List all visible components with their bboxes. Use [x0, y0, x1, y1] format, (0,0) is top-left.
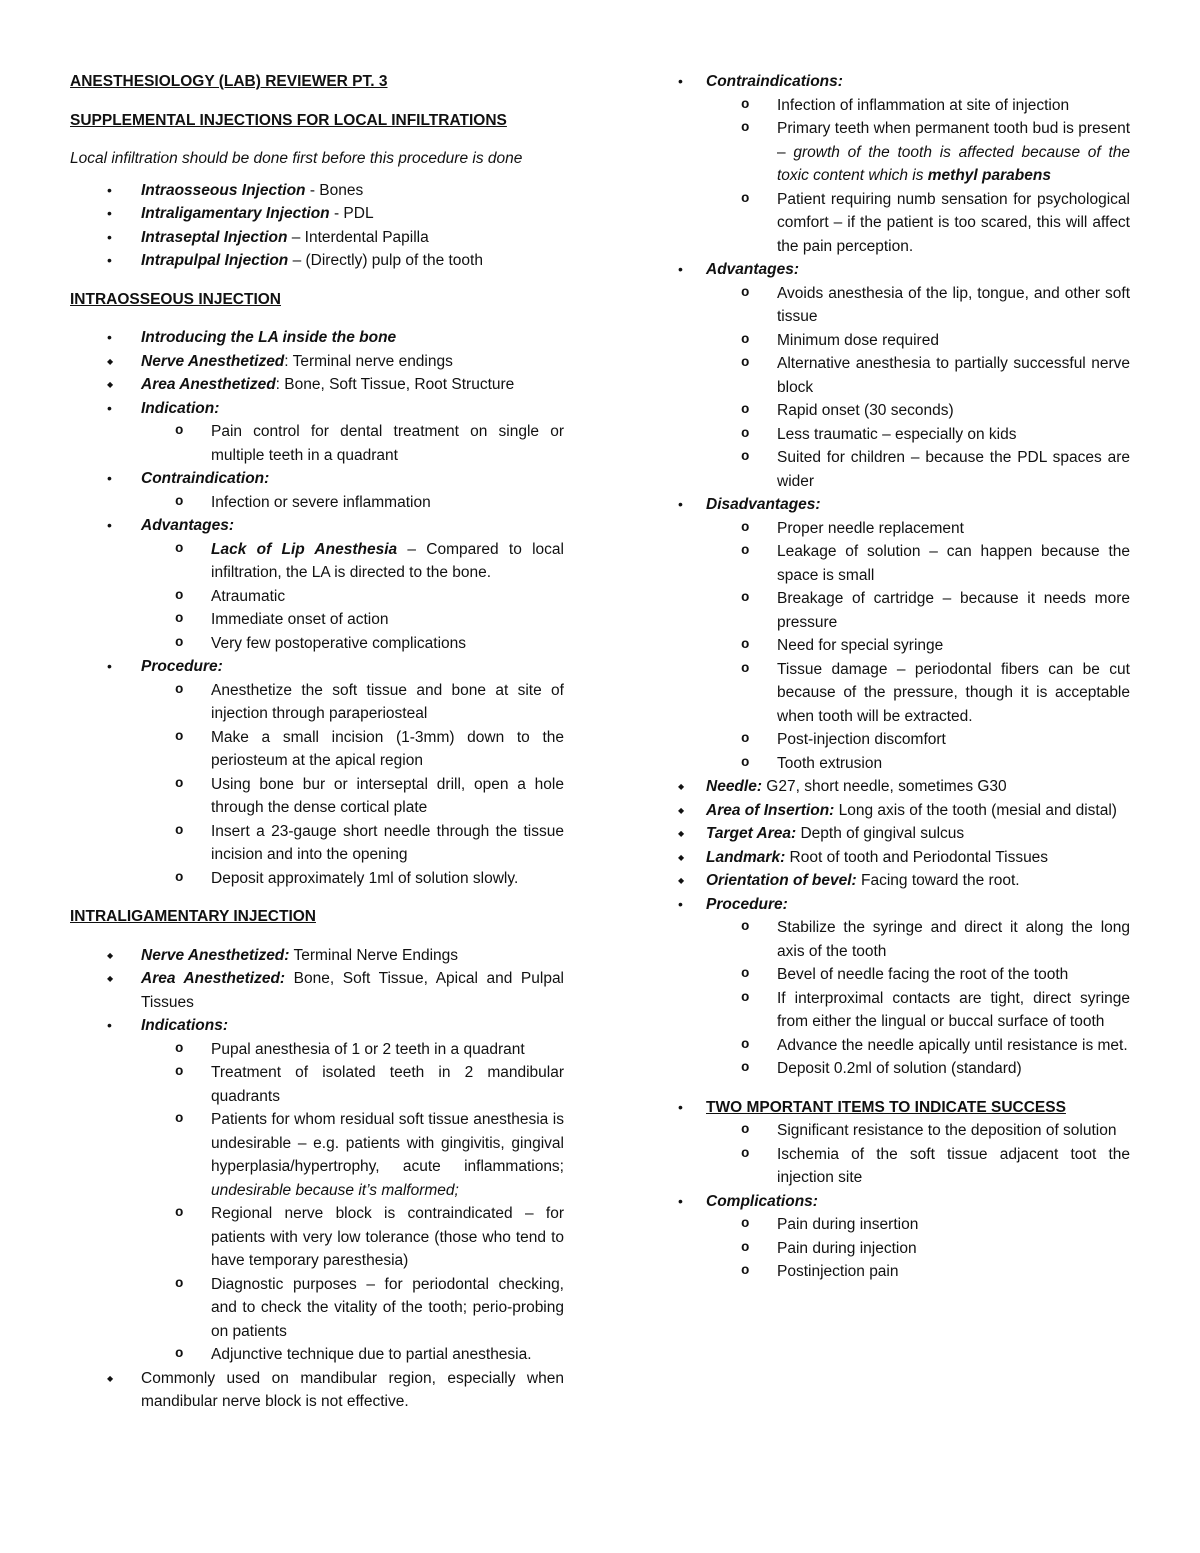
sub-list-item: o Significant resistance to the deposition of solution: [741, 1122, 1117, 1139]
sub-list-item: o Very few postoperative complications: [175, 634, 467, 652]
sub-list-item: o Lack of Lip Anesthesia – Compared to local infiltration, the LA is directed to the bone.: [175, 540, 564, 581]
list-item: • Intraosseous Injection - Bones: [70, 179, 564, 203]
list-item: ◆ Landmark: Root of tooth and Periodontal Tissues: [678, 846, 1130, 870]
list-item: • Disadvantages:: [678, 493, 1130, 517]
list-item: • Indication:: [70, 397, 564, 421]
list-item: • Introducing the LA inside the bone: [70, 326, 564, 350]
list-item: • Complications:: [678, 1190, 1130, 1214]
sub-list-item: o Pupal anesthesia of 1 or 2 teeth in a quadrant: [175, 1040, 525, 1058]
list-item: • Advantages:: [678, 258, 1130, 282]
list-item: ◆ Target Area: Depth of gingival sulcus: [678, 822, 1130, 846]
list-item: • Procedure:: [678, 893, 1130, 917]
sub-list-item: o Alternative anesthesia to partially successful nerve block: [741, 355, 1130, 396]
list-item: • Intraseptal Injection – Interdental Papilla: [70, 226, 564, 250]
right-column: [678, 70, 1130, 1284]
list-item: • Intraligamentary Injection - PDL: [70, 202, 564, 226]
sub-list-item: o Need for special syringe: [741, 637, 944, 654]
sub-list-item: o Less traumatic – especially on kids: [741, 425, 1017, 443]
list-item: • Intrapulpal Injection – (Directly) pulp of the tooth: [70, 249, 564, 273]
sub-list-item: o Pain during injection: [741, 1239, 917, 1257]
sub-list-item: o Treatment of isolated teeth in 2 mandibular quadrants: [175, 1064, 564, 1105]
list-item: • Advantages:: [70, 514, 564, 538]
sub-list-item: o Diagnostic purposes – for periodontal checking, and to check the vitality of the tooth; perio-probing on patients: [175, 1275, 564, 1340]
sub-list-item: o Ischemia of the soft tissue adjacent toot the injection site: [741, 1145, 1130, 1186]
list-item: ◆ Orientation of bevel: Facing toward the root.: [678, 869, 1130, 893]
sub-list-item: o Advance the needle apically until resistance is met.: [741, 1036, 1128, 1054]
sub-list-item: o Leakage of solution – can happen because the space is small: [741, 543, 1130, 584]
sub-list-item: o Proper needle replacement: [741, 519, 964, 537]
sub-list-item: o Using bone bur or interseptal drill, open a hole through the dense cortical plate: [175, 775, 564, 816]
sub-list-item: o Make a small incision (1-3mm) down to the periosteum at the apical region: [175, 728, 564, 769]
sub-list-item: o Immediate onset of action: [175, 611, 389, 628]
intraosseous-heading: INTRAOSSEOUS INJECTION: [70, 290, 281, 308]
sub-list-item: o Patients for whom residual soft tissue anesthesia is undesirable – e.g. patients with gingivitis, gingival hyperplasia/hypertrophy, acute inflammations; undesirable because it’s malformed;: [175, 1111, 564, 1199]
list-item: • TWO MPORTANT ITEMS TO INDICATE SUCCESS: [678, 1096, 1130, 1120]
sub-list-item: o Infection of inflammation at site of injection: [741, 96, 1070, 114]
sub-list-item: o Breakage of cartridge – because it needs more pressure: [741, 590, 1130, 631]
sub-list-item: o Suited for children – because the PDL spaces are wider: [741, 449, 1130, 490]
document-title: ANESTHESIOLOGY (LAB) REVIEWER PT. 3: [70, 73, 388, 90]
sub-list-item: o Adjunctive technique due to partial anesthesia.: [175, 1346, 532, 1363]
list-item: ◆ Nerve Anesthetized: Terminal Nerve Endings: [70, 944, 564, 968]
sub-list-item: o Avoids anesthesia of the lip, tongue, and other soft tissue: [741, 284, 1130, 325]
supplemental-heading: SUPPLEMENTAL INJECTIONS FOR LOCAL INFILTRATIONS: [70, 111, 507, 129]
sub-list-item: o Post-injection discomfort: [741, 731, 946, 748]
sub-list-item: o Tissue damage – periodontal fibers can be cut because of the pressure, though it is acceptable when tooth will be extracted.: [741, 660, 1130, 725]
list-item: • Contraindications:: [678, 70, 1130, 94]
list-item: ◆ Commonly used on mandibular region, especially when mandibular nerve block is not effective.: [70, 1367, 564, 1414]
sub-list-item: o If interproximal contacts are tight, direct syringe from either the lingual or buccal surface of tooth: [741, 989, 1130, 1030]
intraligamentary-heading: INTRALIGAMENTARY INJECTION: [70, 908, 316, 925]
sub-list-item: o Anesthetize the soft tissue and bone at site of injection through paraperiosteal: [175, 681, 564, 722]
sub-list-item: o Stabilize the syringe and direct it along the long axis of the tooth: [741, 919, 1130, 960]
sub-list-item: o Pain during insertion: [741, 1216, 919, 1233]
sub-list-item: o Patient requiring numb sensation for psychological comfort – if the patient is too scared, this will affect the pain perception.: [741, 190, 1130, 255]
sub-list-item: o Deposit approximately 1ml of solution slowly.: [175, 869, 519, 887]
sub-list-item: o Bevel of needle facing the root of the tooth: [741, 966, 1069, 983]
list-item: ◆ Area of Insertion: Long axis of the tooth (mesial and distal): [678, 799, 1130, 823]
sub-list-item: o Atraumatic: [175, 587, 286, 605]
sub-list-item: o Insert a 23-gauge short needle through the tissue incision and into the opening: [175, 822, 564, 863]
sub-list-item: o Tooth extrusion: [741, 754, 883, 772]
list-item: ◆ Needle: G27, short needle, sometimes G30: [678, 775, 1130, 799]
sub-list-item: o Primary teeth when permanent tooth bud is present – growth of the tooth is affected because of the toxic content which is methyl parabens: [741, 120, 1130, 184]
list-item: • Procedure:: [70, 655, 564, 679]
sub-list-item: o Rapid onset (30 seconds): [741, 402, 954, 419]
list-item: • Contraindication:: [70, 467, 564, 491]
sub-list-item: o Minimum dose required: [741, 331, 939, 349]
sub-list-item: o Pain control for dental treatment on single or multiple teeth in a quadrant: [175, 423, 564, 464]
sub-list-item: o Deposit 0.2ml of solution (standard): [741, 1060, 1022, 1077]
list-item: ◆ Area Anesthetized: Bone, Soft Tissue, Apical and Pulpal Tissues: [70, 967, 564, 1014]
sub-list-item: o Regional nerve block is contraindicated – for patients with very low tolerance (those who tend to have temporary paresthesia): [175, 1205, 564, 1269]
sub-list-item: o Postinjection pain: [741, 1263, 899, 1280]
supplemental-note: Local infiltration should be done first before this procedure is done: [70, 150, 523, 167]
left-column: [70, 70, 564, 1414]
list-item: ◆ Nerve Anesthetized: Terminal nerve endings: [70, 350, 564, 374]
sub-list-item: o Infection or severe inflammation: [175, 493, 431, 511]
list-item: • Indications:: [70, 1014, 564, 1038]
list-item: ◆ Area Anesthetized: Bone, Soft Tissue, Root Structure: [70, 373, 564, 397]
